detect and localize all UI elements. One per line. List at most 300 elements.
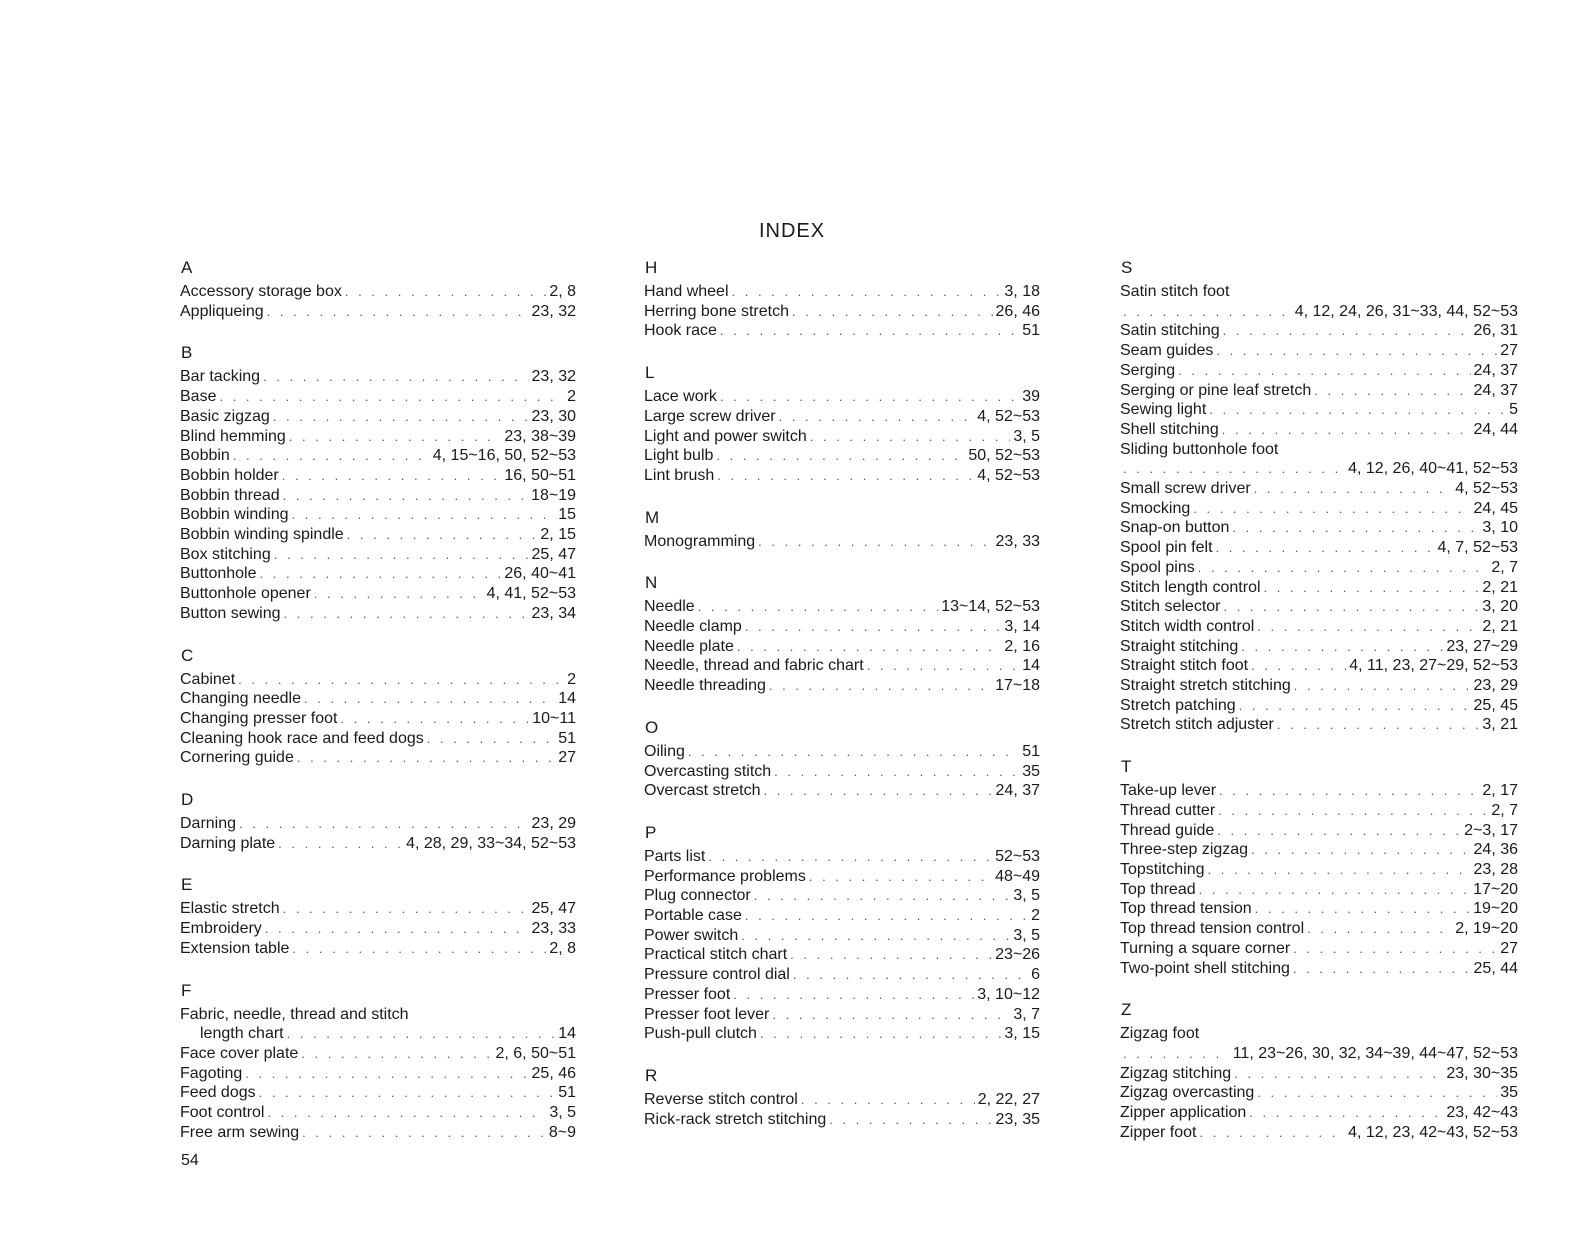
index-entry xyxy=(1120,696,1518,716)
index-entry xyxy=(644,945,1040,965)
index-entry xyxy=(180,939,576,959)
entry-term: Three-step zigzag xyxy=(1120,841,1249,859)
index-entry xyxy=(644,532,1040,552)
entry-term: Smocking xyxy=(1120,499,1191,517)
entry-term: Fabric, needle, thread and stitch xyxy=(180,1005,409,1023)
entry-term: Embroidery xyxy=(180,920,262,938)
entry-pages: 11, 23~26, 30, 32, 34~39, 44~47, 52~53 xyxy=(1232,1044,1518,1062)
section-letter: M xyxy=(645,507,660,527)
entry-term: Free arm sewing xyxy=(180,1123,300,1141)
entry-row xyxy=(1120,400,1518,420)
entry-row xyxy=(644,926,1040,946)
index-entry xyxy=(644,427,1040,447)
entry-term: Basic zigzag xyxy=(180,407,270,425)
dot-leader xyxy=(1216,341,1497,361)
entry-row xyxy=(1120,499,1518,519)
entry-row xyxy=(644,1090,1040,1110)
entry-row xyxy=(180,584,576,604)
entry-term: Monogramming xyxy=(644,532,756,550)
entry-term: Satin stitch foot xyxy=(1120,283,1230,300)
page-number: 54 xyxy=(181,1152,199,1169)
index-entry xyxy=(1120,440,1518,479)
entry-term: Blind hemming xyxy=(180,427,286,445)
entry-row xyxy=(1120,617,1518,637)
entry-pages: 4, 12, 26, 40~41, 52~53 xyxy=(1348,460,1518,478)
entry-term: Zigzag foot xyxy=(1120,1025,1200,1043)
entry-pages: 23, 34 xyxy=(531,604,576,622)
entry-pages: 3, 18 xyxy=(1004,283,1040,300)
dot-leader xyxy=(1293,959,1471,979)
entry-term: Push-pull clutch xyxy=(644,1025,757,1043)
dot-leader xyxy=(1264,578,1480,598)
index-entry xyxy=(180,282,576,302)
index-entry xyxy=(1120,538,1518,558)
dot-leader xyxy=(340,709,529,729)
entry-pages: 23, 38~39 xyxy=(504,427,576,445)
dot-leader xyxy=(292,939,546,959)
entry-term: Lint brush xyxy=(644,466,715,484)
entry-row xyxy=(644,781,1040,801)
entry-pages: 2, 8 xyxy=(549,283,576,300)
entry-term: Changing presser foot xyxy=(180,709,338,727)
entry-pages: 15 xyxy=(558,506,576,524)
entry-term: Take-up lever xyxy=(1120,782,1217,800)
index-section xyxy=(644,508,1040,552)
index-section xyxy=(644,718,1040,801)
dot-leader xyxy=(779,407,975,427)
dot-leader xyxy=(1251,656,1346,676)
entry-row xyxy=(180,367,576,387)
entry-row xyxy=(644,762,1040,782)
dot-leader xyxy=(1208,860,1471,880)
dot-leader xyxy=(1239,696,1471,716)
dot-leader xyxy=(790,945,992,965)
entry-term: Plug connector xyxy=(644,887,751,905)
entry-row xyxy=(180,1123,576,1143)
entry-pages: 26, 40~41 xyxy=(504,565,576,583)
entry-pages: 24, 36 xyxy=(1473,841,1518,859)
entry-pages: 2, 19~20 xyxy=(1455,920,1518,938)
dot-leader xyxy=(245,1064,528,1084)
dot-leader xyxy=(1218,801,1488,821)
dot-leader xyxy=(801,1090,975,1110)
index-section xyxy=(644,573,1040,696)
dot-leader xyxy=(1257,617,1479,637)
entry-row xyxy=(180,427,576,447)
entry-term: Rick-rack stretch stitching xyxy=(644,1110,827,1128)
entry-row xyxy=(180,939,576,959)
entry-pages: 27 xyxy=(558,749,576,767)
index-entry xyxy=(644,282,1040,302)
entry-term: Serging xyxy=(1120,361,1176,379)
entry-pages: 18~19 xyxy=(531,486,576,504)
entry-row xyxy=(644,282,1040,302)
entry-pages: 4, 52~53 xyxy=(1455,480,1518,498)
entry-pages: 25, 47 xyxy=(531,545,576,563)
entry-term: Lace work xyxy=(644,388,717,406)
index-entry xyxy=(1120,1064,1518,1084)
entry-pages: 2, 21 xyxy=(1482,617,1518,635)
index-entry xyxy=(180,302,576,322)
entry-row xyxy=(1120,459,1518,479)
entry-row xyxy=(180,919,576,939)
index-entry xyxy=(180,367,576,387)
entry-term: Light bulb xyxy=(644,447,714,465)
entry-term: Straight stitching xyxy=(1120,637,1239,655)
entry-row xyxy=(644,656,1040,676)
entry-term: Serging or pine leaf stretch xyxy=(1120,381,1312,399)
index-entry xyxy=(180,505,576,525)
entry-row xyxy=(1120,381,1518,401)
entry-pages: 26, 46 xyxy=(995,302,1040,320)
dot-leader xyxy=(233,446,430,466)
dot-leader xyxy=(219,387,564,407)
dot-leader xyxy=(289,427,502,447)
dot-leader xyxy=(732,282,1002,302)
entry-term: Base xyxy=(180,388,217,406)
dot-leader xyxy=(282,466,502,486)
entry-row xyxy=(180,486,576,506)
entry-pages: 2, 17 xyxy=(1482,782,1518,800)
section-letter: O xyxy=(645,717,659,737)
entry-term: Pressure control dial xyxy=(644,966,790,984)
index-entry xyxy=(180,387,576,407)
dot-leader xyxy=(792,302,993,322)
dot-leader xyxy=(720,321,1019,341)
entry-row xyxy=(644,847,1040,867)
dot-leader xyxy=(1307,919,1452,939)
index-entry xyxy=(1120,1103,1518,1123)
dot-leader xyxy=(1217,821,1461,841)
entry-pages: 3, 10 xyxy=(1482,519,1518,537)
dot-leader xyxy=(302,1123,546,1143)
index-entry xyxy=(1120,781,1518,801)
entry-term: Needle xyxy=(644,598,695,616)
dot-leader xyxy=(763,781,992,801)
index-entry xyxy=(1120,400,1518,420)
entry-term: Turning a square corner xyxy=(1120,939,1291,957)
entry-term: Top thread tension control xyxy=(1120,920,1305,938)
section-letter: L xyxy=(645,363,655,383)
entry-term: Extension table xyxy=(180,939,290,957)
entry-row xyxy=(180,1044,576,1064)
entry-term: Large screw driver xyxy=(644,407,776,425)
entry-pages: 2, 7 xyxy=(1491,801,1518,819)
entry-term-continued: length chart xyxy=(200,1025,284,1043)
entry-pages: 4, 52~53 xyxy=(977,466,1040,484)
entry-pages: 4, 12, 24, 26, 31~33, 44, 52~53 xyxy=(1294,302,1518,320)
entry-term: Bobbin holder xyxy=(180,466,279,484)
dot-leader xyxy=(733,985,974,1005)
dot-leader xyxy=(1199,1123,1345,1143)
entry-row xyxy=(1120,361,1518,381)
entry-term: Stretch stitch adjuster xyxy=(1120,716,1274,734)
entry-row xyxy=(180,1083,576,1103)
entry-row xyxy=(644,446,1040,466)
entry-term: Portable case xyxy=(644,907,742,925)
dot-leader xyxy=(809,867,992,887)
dot-leader xyxy=(1123,302,1292,322)
entry-row xyxy=(1120,302,1518,322)
entry-pages: 16, 50~51 xyxy=(504,466,576,484)
index-entry xyxy=(1120,420,1518,440)
entry-term: Spool pins xyxy=(1120,558,1195,576)
index-entry xyxy=(1120,321,1518,341)
entry-pages: 2, 22, 27 xyxy=(977,1090,1040,1108)
entry-row xyxy=(644,302,1040,322)
entry-pages: 23, 28 xyxy=(1473,860,1518,878)
entry-pages: 23, 33 xyxy=(531,920,576,938)
dot-leader xyxy=(265,919,529,939)
index-section xyxy=(180,875,576,958)
index-entry xyxy=(180,748,576,768)
entry-pages: 35 xyxy=(1500,1084,1518,1102)
index-entry xyxy=(644,926,1040,946)
section-letter: P xyxy=(645,822,657,842)
entry-term: Top thread xyxy=(1120,880,1196,898)
entry-pages: 48~49 xyxy=(995,867,1040,885)
entry-term: Bobbin winding spindle xyxy=(180,526,344,544)
index-column-2 xyxy=(644,258,1040,1151)
index-entry xyxy=(644,617,1040,637)
entry-pages: 24, 37 xyxy=(1473,381,1518,399)
entry-row xyxy=(1120,597,1518,617)
entry-term: Stitch selector xyxy=(1120,598,1221,616)
index-entry xyxy=(1120,959,1518,979)
dot-leader xyxy=(1241,637,1443,657)
dot-leader xyxy=(1314,381,1470,401)
entry-term: Overcasting stitch xyxy=(644,762,772,780)
index-entry xyxy=(644,906,1040,926)
entry-pages: 27 xyxy=(1500,939,1518,957)
entry-pages: 24, 44 xyxy=(1473,420,1518,438)
entry-term: Performance problems xyxy=(644,867,806,885)
entry-pages: 13~14, 52~53 xyxy=(941,598,1040,616)
dot-leader xyxy=(745,906,1028,926)
entry-term: Bobbin winding xyxy=(180,506,289,524)
dot-leader xyxy=(1223,321,1471,341)
index-entry xyxy=(1120,617,1518,637)
index-entry xyxy=(180,525,576,545)
entry-term: Stretch patching xyxy=(1120,696,1236,714)
index-entry xyxy=(1120,801,1518,821)
entry-pages: 3, 5 xyxy=(1013,427,1040,445)
index-entry xyxy=(1120,499,1518,519)
dot-leader xyxy=(238,670,564,690)
index-entry xyxy=(1120,899,1518,919)
entry-term: Needle plate xyxy=(644,637,734,655)
index-entry xyxy=(180,486,576,506)
entry-pages: 3, 5 xyxy=(549,1104,576,1122)
entry-pages: 6 xyxy=(1031,966,1040,984)
entry-term: Light and power switch xyxy=(644,427,807,445)
dot-leader xyxy=(1294,676,1471,696)
entry-pages: 2, 8 xyxy=(549,939,576,957)
entry-term: Cleaning hook race and feed dogs xyxy=(180,729,424,747)
dot-leader xyxy=(1193,499,1470,519)
index-entry xyxy=(1120,381,1518,401)
entry-pages: 4, 11, 23, 27~29, 52~53 xyxy=(1349,657,1518,675)
index-section xyxy=(644,823,1040,1044)
index-entry xyxy=(180,1123,576,1143)
entry-term: Cornering guide xyxy=(180,749,294,767)
entry-term: Sliding buttonhole foot xyxy=(1120,440,1279,458)
dot-leader xyxy=(688,742,1019,762)
dot-leader xyxy=(741,926,1010,946)
entry-pages: 27 xyxy=(1500,342,1518,360)
entry-row xyxy=(180,1064,576,1084)
entry-term: Presser foot xyxy=(644,985,731,1003)
dot-leader xyxy=(304,689,555,709)
entry-term: Sewing light xyxy=(1120,401,1207,419)
dot-leader xyxy=(708,847,992,867)
index-entry xyxy=(180,584,576,604)
entry-row xyxy=(180,387,576,407)
entry-pages: 23, 32 xyxy=(531,302,576,320)
entry-row xyxy=(180,545,576,565)
entry-term: Hand wheel xyxy=(644,283,729,300)
entry-row xyxy=(180,282,576,302)
entry-row xyxy=(1120,696,1518,716)
entry-pages: 25, 45 xyxy=(1473,696,1518,714)
entry-pages: 23, 30 xyxy=(531,407,576,425)
index-entry xyxy=(180,1103,576,1123)
dot-leader xyxy=(793,965,1028,985)
entry-pages: 50, 52~53 xyxy=(968,447,1040,465)
index-entry xyxy=(1120,840,1518,860)
index-entry xyxy=(1120,656,1518,676)
entry-pages: 17~20 xyxy=(1473,880,1518,898)
entry-row xyxy=(180,1103,576,1123)
entry-pages: 8~9 xyxy=(548,1123,576,1141)
entry-term: Changing needle xyxy=(180,690,301,708)
entry-row xyxy=(180,899,576,919)
index-entry xyxy=(644,985,1040,1005)
dot-leader xyxy=(283,486,528,506)
entry-pages: 23, 35 xyxy=(995,1110,1040,1128)
entry-row xyxy=(1120,840,1518,860)
index-entry xyxy=(644,886,1040,906)
entry-pages: 51 xyxy=(558,1084,576,1102)
entry-row xyxy=(180,670,576,690)
index-entry xyxy=(180,729,576,749)
index-entry xyxy=(644,867,1040,887)
entry-row xyxy=(180,525,576,545)
entry-row xyxy=(1120,1103,1518,1123)
entry-term: Stitch width control xyxy=(1120,617,1255,635)
index-entry xyxy=(1120,939,1518,959)
dot-leader xyxy=(1223,597,1479,617)
entry-term: Oiling xyxy=(644,742,685,760)
entry-term: Needle threading xyxy=(644,677,766,695)
entry-term: Darning xyxy=(180,815,237,833)
entry-row xyxy=(1120,880,1518,900)
entry-row xyxy=(644,886,1040,906)
entry-pages: 3, 21 xyxy=(1482,716,1518,734)
entry-row xyxy=(1120,479,1518,499)
index-column-3 xyxy=(1120,258,1518,1164)
entry-row xyxy=(1120,1083,1518,1103)
index-entry xyxy=(180,899,576,919)
section-letter: F xyxy=(181,980,192,1000)
entry-pages: 4, 41, 52~53 xyxy=(486,585,576,603)
index-entry xyxy=(644,597,1040,617)
section-letter: Z xyxy=(1121,1000,1132,1020)
entry-pages: 2~3, 17 xyxy=(1464,821,1518,839)
index-entry xyxy=(1120,558,1518,578)
entry-row xyxy=(644,985,1040,1005)
entry-term: Spool pin felt xyxy=(1120,539,1213,557)
dot-leader xyxy=(720,387,1019,407)
dot-leader xyxy=(267,302,529,322)
dot-leader xyxy=(1293,939,1497,959)
entry-row xyxy=(1120,321,1518,341)
entry-row xyxy=(1120,578,1518,598)
entry-term: Box stitching xyxy=(180,545,271,563)
index-entry xyxy=(644,1024,1040,1044)
entry-row xyxy=(644,1024,1040,1044)
entry-pages: 4, 15~16, 50, 52~53 xyxy=(432,447,576,465)
dot-leader xyxy=(769,676,992,696)
index-entry xyxy=(1120,597,1518,617)
dot-leader xyxy=(1255,899,1470,919)
entry-row xyxy=(644,965,1040,985)
entry-term: Fagoting xyxy=(180,1064,243,1082)
entry-row xyxy=(180,1024,576,1044)
entry-pages: 2, 16 xyxy=(1004,637,1040,655)
section-letter: H xyxy=(645,258,658,277)
entry-row xyxy=(1120,558,1518,578)
entry-term: Bobbin thread xyxy=(180,486,280,504)
dot-leader xyxy=(737,637,1002,657)
entry-pages: 23, 29 xyxy=(531,815,576,833)
index-entry xyxy=(644,446,1040,466)
entry-pages: 24, 37 xyxy=(1473,361,1518,379)
entry-pages: 2, 21 xyxy=(1482,578,1518,596)
entry-row xyxy=(180,564,576,584)
index-entry xyxy=(644,637,1040,657)
dot-leader xyxy=(274,545,529,565)
entry-term: Seam guides xyxy=(1120,342,1214,360)
entry-row xyxy=(1120,420,1518,440)
entry-row xyxy=(644,617,1040,637)
index-entry xyxy=(1120,919,1518,939)
entry-row xyxy=(180,689,576,709)
entry-term: Buttonhole xyxy=(180,565,257,583)
entry-term: Power switch xyxy=(644,926,739,944)
entry-pages: 23, 27~29 xyxy=(1446,637,1518,655)
dot-leader xyxy=(259,1083,556,1103)
index-entry xyxy=(644,781,1040,801)
entry-term: Two-point shell stitching xyxy=(1120,959,1290,977)
entry-pages: 23, 33 xyxy=(995,532,1040,550)
entry-pages: 14 xyxy=(1022,657,1040,675)
dot-leader xyxy=(754,886,1011,906)
entry-pages: 4, 28, 29, 33~34, 52~53 xyxy=(406,834,576,852)
entry-term: Parts list xyxy=(644,847,706,865)
dot-leader xyxy=(1178,361,1470,381)
entry-row xyxy=(1120,939,1518,959)
section-letter: B xyxy=(181,343,193,363)
entry-row xyxy=(644,742,1040,762)
entry-term: Appliqueing xyxy=(180,302,264,320)
dot-leader xyxy=(301,1044,492,1064)
entry-row xyxy=(180,814,576,834)
dot-leader xyxy=(1209,400,1506,420)
entry-row xyxy=(180,834,576,854)
dot-leader xyxy=(1232,518,1479,538)
dot-leader xyxy=(1257,1083,1497,1103)
